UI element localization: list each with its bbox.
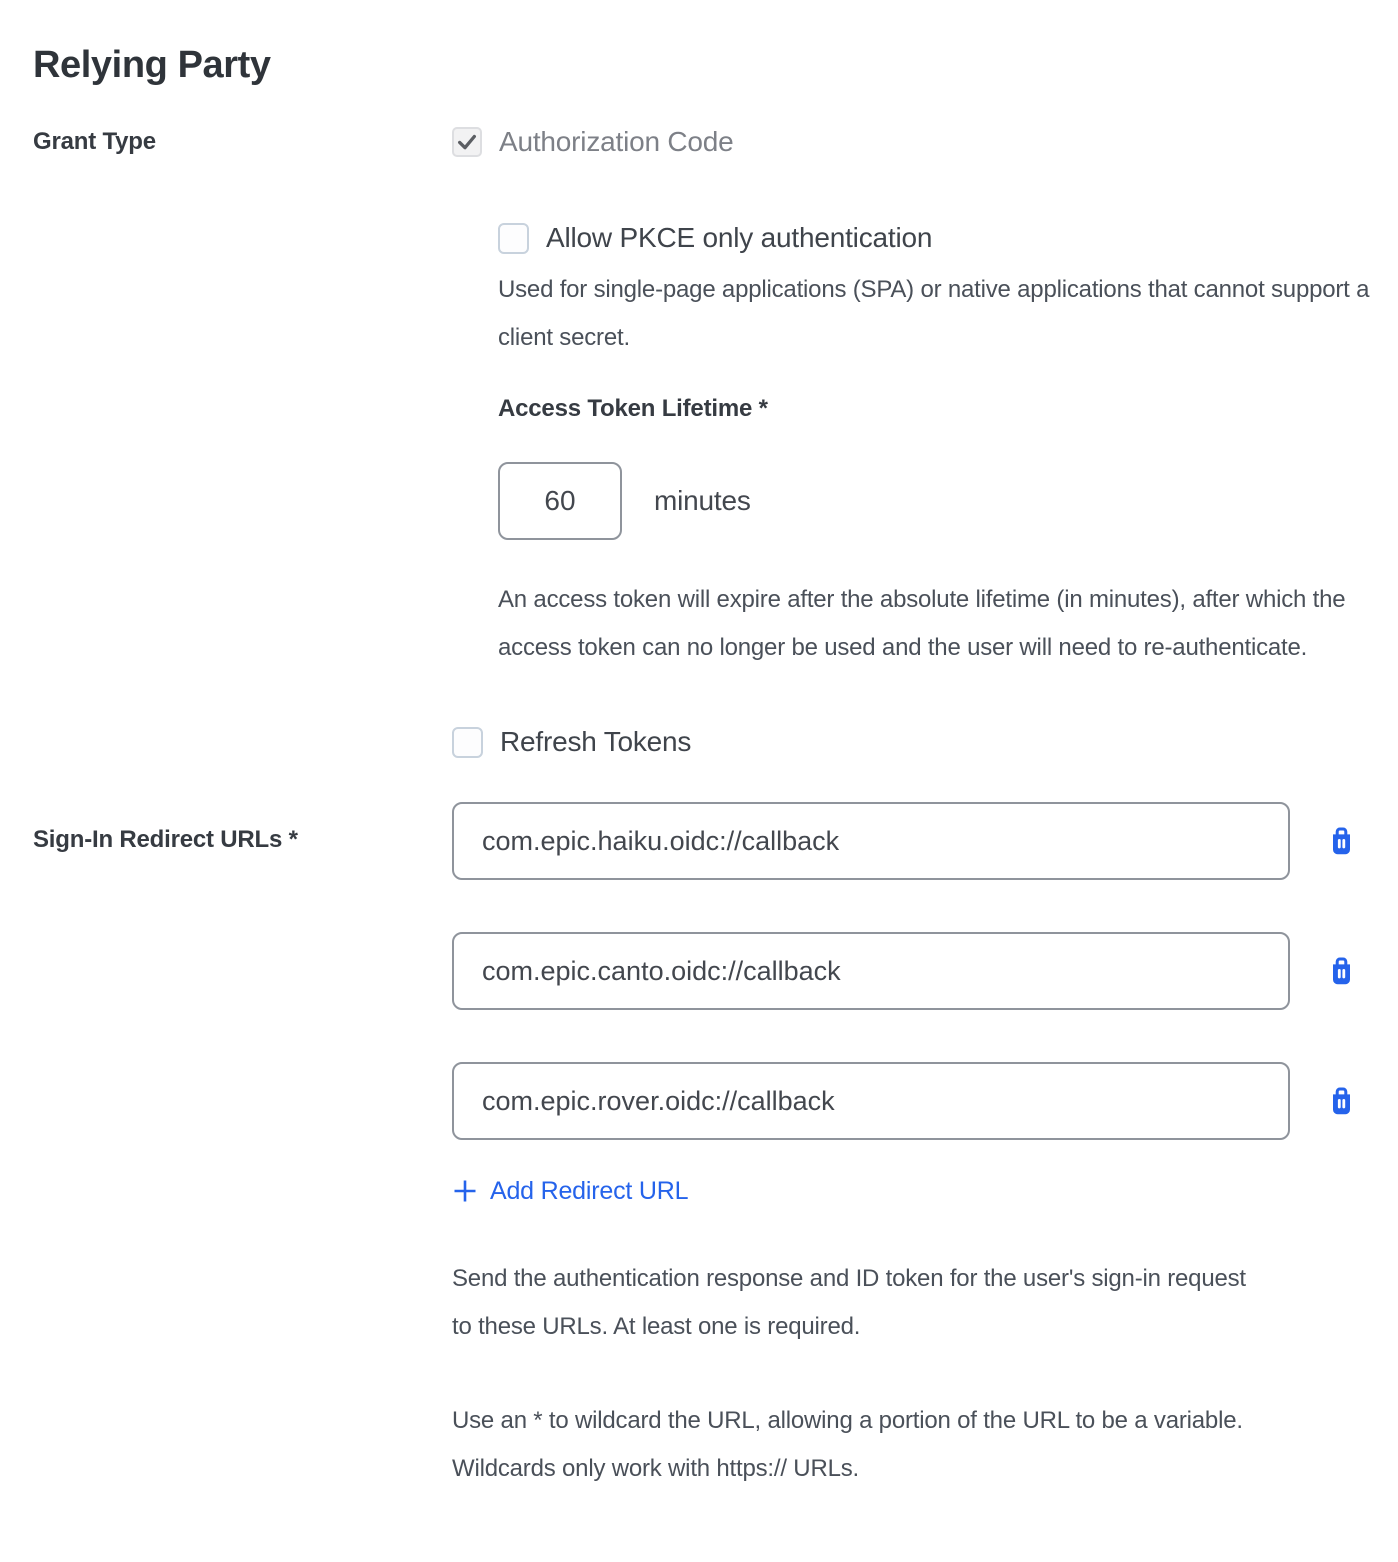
access-token-help: An access token will expire after the absolute lifetime (in minutes), after which the access token can no longer be used and the user will need to re-authenticate. bbox=[498, 586, 1346, 661]
refresh-tokens-checkbox[interactable] bbox=[452, 727, 483, 758]
delete-url-button[interactable] bbox=[1327, 1085, 1356, 1118]
pkce-row bbox=[498, 222, 1398, 254]
redirect-url-input[interactable] bbox=[452, 932, 1290, 1010]
redirect-url-item bbox=[452, 1062, 1398, 1140]
authorization-code-checkbox bbox=[452, 127, 482, 157]
pkce-checkbox[interactable] bbox=[498, 223, 529, 254]
redirect-url-item bbox=[452, 932, 1398, 1010]
authorization-code-label: Authorization Code bbox=[499, 126, 734, 157]
trash-icon bbox=[1329, 957, 1354, 986]
access-token-lifetime-label: Access Token Lifetime * bbox=[498, 395, 768, 422]
access-token-lifetime-row bbox=[498, 462, 1398, 540]
redirect-url-item bbox=[452, 802, 1398, 880]
redirect-url-input[interactable] bbox=[452, 802, 1290, 880]
add-redirect-url-label: Add Redirect URL bbox=[490, 1177, 689, 1205]
refresh-tokens-row bbox=[452, 726, 1398, 758]
access-token-lifetime-input[interactable] bbox=[498, 462, 622, 540]
delete-url-button[interactable] bbox=[1327, 825, 1356, 858]
grant-type-row bbox=[33, 126, 1398, 758]
redirect-urls-help: Send the authentication response and ID token for the user's sign-in request to these URLs. At least one is required. bbox=[452, 1265, 1246, 1340]
trash-icon bbox=[1329, 1087, 1354, 1116]
redirect-url-input[interactable] bbox=[452, 1062, 1290, 1140]
refresh-tokens-label: Refresh Tokens bbox=[500, 726, 692, 757]
grant-type-label: Grant Type bbox=[33, 128, 156, 155]
pkce-label: Allow PKCE only authentication bbox=[546, 222, 933, 253]
delete-url-button[interactable] bbox=[1327, 955, 1356, 988]
checkmark-icon bbox=[456, 131, 478, 153]
authorization-code-row bbox=[452, 126, 1398, 158]
pkce-help: Used for single-page applications (SPA) or native applications that cannot support a client secret. bbox=[498, 276, 1370, 351]
minutes-label: minutes bbox=[654, 485, 751, 516]
wildcard-help: Use an * to wildcard the URL, allowing a portion of the URL to be a variable. Wildcards only work with https:// URLs. bbox=[452, 1407, 1243, 1482]
trash-icon bbox=[1329, 827, 1354, 856]
page-title: Relying Party bbox=[33, 44, 271, 86]
sign-in-redirect-urls-label: Sign-In Redirect URLs * bbox=[33, 826, 298, 853]
redirect-urls-row bbox=[33, 802, 1398, 1493]
add-redirect-url-button[interactable] bbox=[452, 1176, 688, 1206]
plus-icon bbox=[452, 1178, 478, 1204]
